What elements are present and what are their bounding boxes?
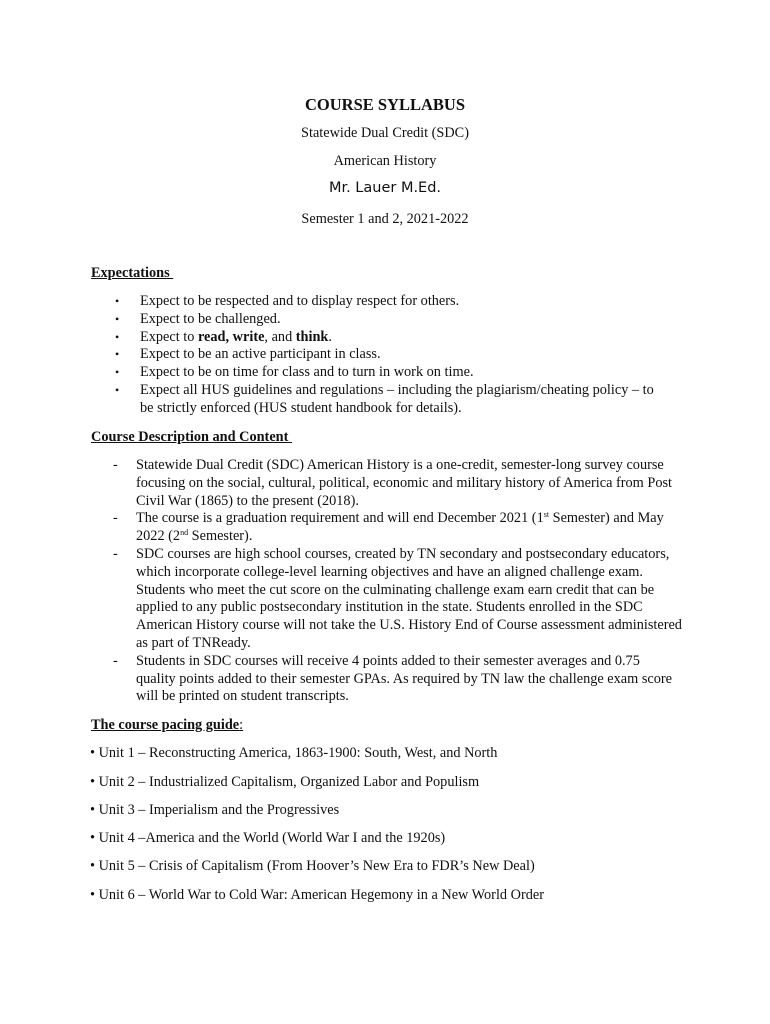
text-and: , and bbox=[264, 328, 296, 345]
dash-marker: - bbox=[113, 510, 118, 527]
unit-item: • Unit 1 – Reconstructing America, 1863-1900: South, West, and North bbox=[90, 745, 498, 761]
course-description-list bbox=[0, 457, 770, 706]
instructor-name: Mr. Lauer M.Ed. bbox=[328, 180, 442, 196]
term: Semester 1 and 2, 2021-2022 bbox=[301, 211, 469, 227]
list-item-text: SDC courses are high school courses, created by TN secondary and postsecondary educators, which incorporate college-level learning objectives and have an aligned challenge exam. Students who meet the cut score on the culminating challenge exam earn credit that can be applied to any public postsecondary institution in the state. Students enrolled in the SDC American History course will not take the U.S. History End of Course assessment administered as part of TNReady. bbox=[136, 545, 682, 651]
list-item bbox=[0, 329, 670, 347]
list-item bbox=[0, 346, 670, 364]
list-item-text: Statewide Dual Credit (SDC) American History is a one-credit, semester-long survey course focusing on the social, cultural, political, economic and military history of America from Post Civil War (1865) to the present (2018). bbox=[136, 457, 673, 509]
list-item bbox=[0, 311, 670, 329]
dash-marker: - bbox=[113, 457, 118, 473]
unit-item: • Unit 6 – World War to Cold War: American Hegemony in a New World Order bbox=[90, 887, 544, 903]
dash-marker: - bbox=[113, 545, 118, 562]
list-item-text: Expect to be an active participant in class. bbox=[140, 346, 381, 363]
list-item bbox=[0, 457, 682, 510]
list-item bbox=[0, 653, 682, 706]
expectations-heading: Expectations bbox=[91, 265, 174, 281]
bullet-marker: • bbox=[115, 294, 120, 308]
list-item-text: Expect all HUS guidelines and regulations – including the plagiarism/cheating policy – to be strictly enforced (HUS student handbook for details). bbox=[140, 381, 654, 416]
list-item bbox=[0, 364, 670, 382]
unit-item: • Unit 4 –America and the World (World War I and the 1920s) bbox=[90, 830, 446, 846]
ordinal-superscript: nd bbox=[180, 528, 189, 538]
text-suffix: . bbox=[328, 328, 332, 345]
expectations-list bbox=[0, 293, 770, 418]
list-item bbox=[0, 382, 670, 418]
emphasis-write: write bbox=[232, 328, 265, 345]
ordinal-superscript: st bbox=[543, 510, 550, 520]
unit-item: • Unit 3 – Imperialism and the Progressives bbox=[90, 802, 340, 818]
unit-item: • Unit 5 – Crisis of Capitalism (From Hoover’s New Era to FDR’s New Deal) bbox=[90, 858, 535, 874]
document-title: COURSE SYLLABUS bbox=[304, 95, 465, 114]
course-description-heading: Course Description and Content bbox=[91, 429, 292, 445]
list-item-text: Expect to be challenged. bbox=[140, 310, 281, 327]
list-item-text bbox=[136, 510, 664, 544]
text-part: Semester) and May 2022 (2 bbox=[136, 510, 664, 545]
bullet-marker: • bbox=[115, 311, 120, 326]
unit-item: • Unit 2 – Industrialized Capitalism, Organized Labor and Populism bbox=[90, 774, 480, 790]
emphasis-think: think bbox=[295, 328, 329, 345]
bullet-marker: • bbox=[115, 329, 120, 344]
list-item bbox=[0, 546, 682, 653]
bullet-marker: • bbox=[115, 365, 120, 380]
text-part: The course is a graduation requirement and will end December 2021 (1 bbox=[136, 510, 544, 527]
course-name: American History bbox=[333, 153, 437, 169]
bullet-marker: • bbox=[115, 382, 120, 397]
pacing-guide-heading bbox=[91, 717, 243, 734]
list-item bbox=[0, 293, 670, 311]
list-item bbox=[0, 510, 682, 546]
bullet-marker: • bbox=[115, 347, 120, 362]
text-part: Semester). bbox=[188, 528, 253, 545]
list-item-text: Students in SDC courses will receive 4 points added to their semester averages and 0.75 quality points added to their semester GPAs. As required by TN law the challenge exam score will be printed on student transcripts. bbox=[136, 652, 673, 705]
dash-marker: - bbox=[113, 652, 118, 669]
program-name: Statewide Dual Credit (SDC) bbox=[301, 125, 469, 141]
list-item-text bbox=[140, 329, 332, 345]
text-prefix: Expect to bbox=[140, 328, 198, 345]
list-item-text: Expect to be on time for class and to turn in work on time. bbox=[140, 364, 474, 381]
list-item-text: Expect to be respected and to display respect for others. bbox=[140, 293, 460, 309]
pacing-heading-colon: : bbox=[239, 717, 244, 733]
emphasis-comma: , bbox=[225, 328, 233, 345]
pacing-heading-text: The course pacing guide bbox=[91, 717, 240, 733]
emphasis-read: read bbox=[197, 328, 226, 345]
